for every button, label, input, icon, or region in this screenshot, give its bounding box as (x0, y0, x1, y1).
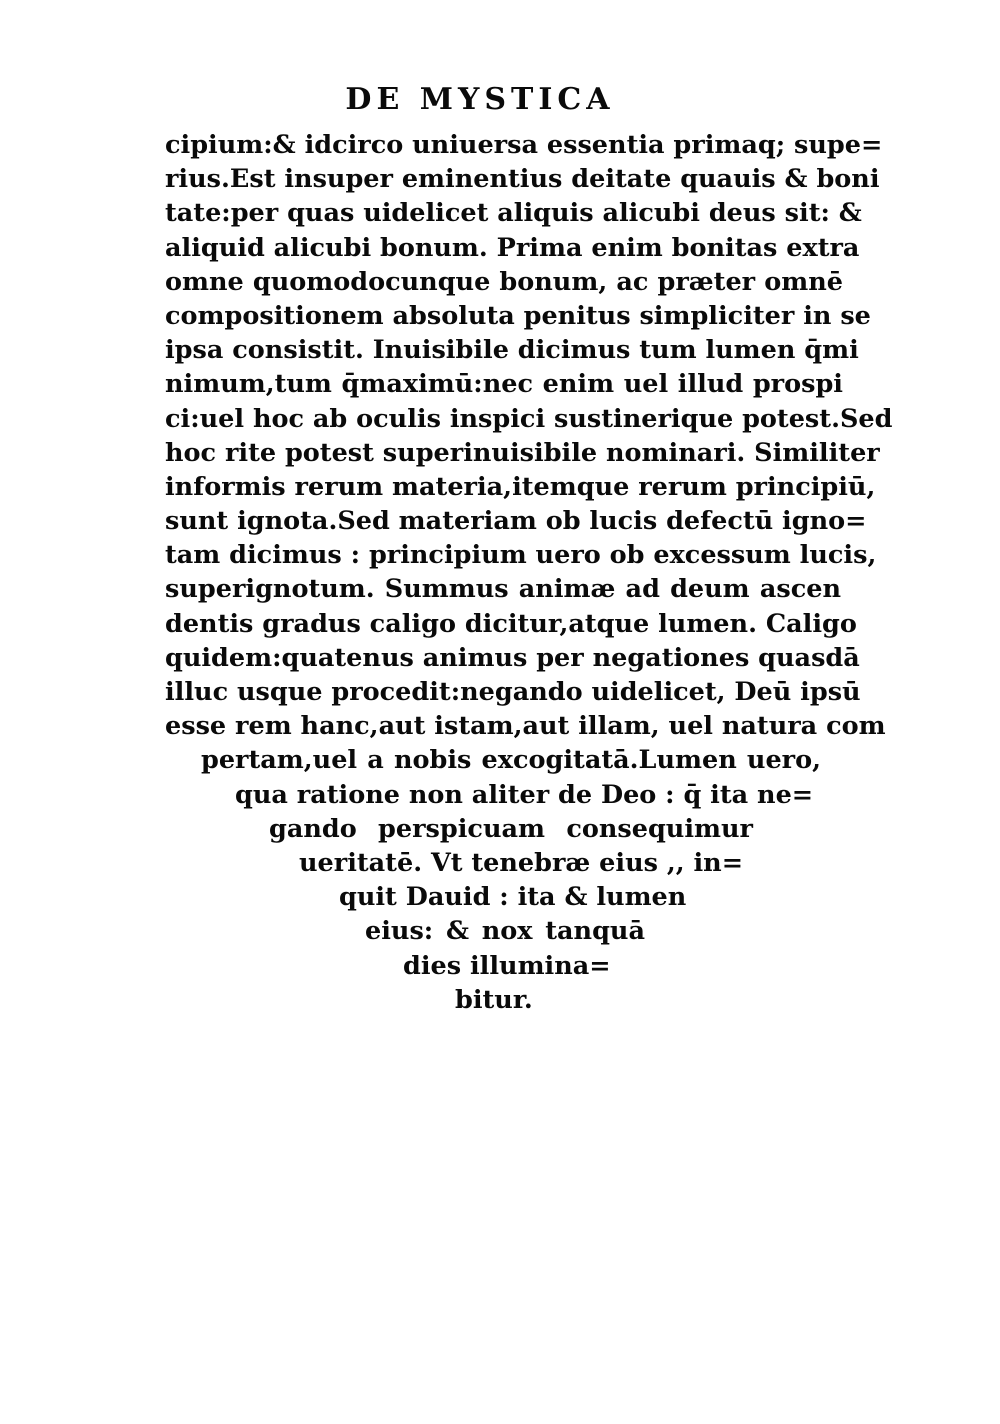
text-line: tam dicimus : principium uero ob excessum lucis, (165, 540, 877, 571)
text-body (165, 128, 893, 1017)
text-line: pertam,uel a nobis excogitatā.Lumen uero, (201, 745, 821, 776)
text-line: quit Dauid : ita & lumen (339, 882, 687, 913)
text-line: sunt ignota.Sed materiam ob lucis defectū igno= (165, 506, 867, 537)
text-line: eius: & nox tanquā (365, 916, 645, 947)
text-line: quidem:quatenus animus per negationes quasdā (165, 642, 860, 673)
text-line: esse rem hanc,aut istam,aut illam, uel natura com (165, 711, 886, 742)
text-line: omne quomodocunque bonum, ac præter omnē (165, 266, 843, 297)
text-line: dentis gradus caligo dicitur,atque lumen. Caligo (165, 608, 857, 639)
text-line: ueritatē. Vt tenebræ eius ,, in= (299, 847, 744, 878)
text-line: rius.Est insuper eminentius deitate quauis & boni (165, 164, 880, 195)
text-line: illuc usque procedit:negando uidelicet, Deū ipsū (165, 677, 861, 707)
running-head: DE MYSTICA (345, 82, 615, 117)
text-line: tate:per quas uidelicet aliquis alicubi deus sit: & (165, 198, 862, 229)
text-line: informis rerum materia,itemque rerum principiū, (165, 471, 876, 502)
text-line: ci:uel hoc ab oculis inspici sustinerique potest.Sed (165, 403, 893, 434)
text-line: compositionem absoluta penitus simpliciter in se (165, 300, 871, 331)
text-line: bitur. (455, 984, 533, 1015)
text-line: cipium:& idcirco uniuersa essentia primaq; supe= (165, 130, 883, 160)
text-line: nimum,tum q̄maximū:nec enim uel illud prospi (165, 369, 843, 400)
text-line: aliquid alicubi bonum. Prima enim bonitas extra (165, 232, 860, 263)
text-line: gando perspicuam consequimur (269, 813, 753, 844)
text-line: superignotum. Summus animæ ad deum ascen (165, 574, 841, 605)
text-line: ipsa consistit. Inuisibile dicimus tum lumen q̄mi (165, 335, 859, 366)
text-line: hoc rite potest superinuisibile nominari. Similiter (165, 437, 880, 468)
text-line: dies illumina= (403, 950, 611, 981)
text-line: qua ratione non aliter de Deo : q̄ ita ne= (235, 779, 814, 810)
